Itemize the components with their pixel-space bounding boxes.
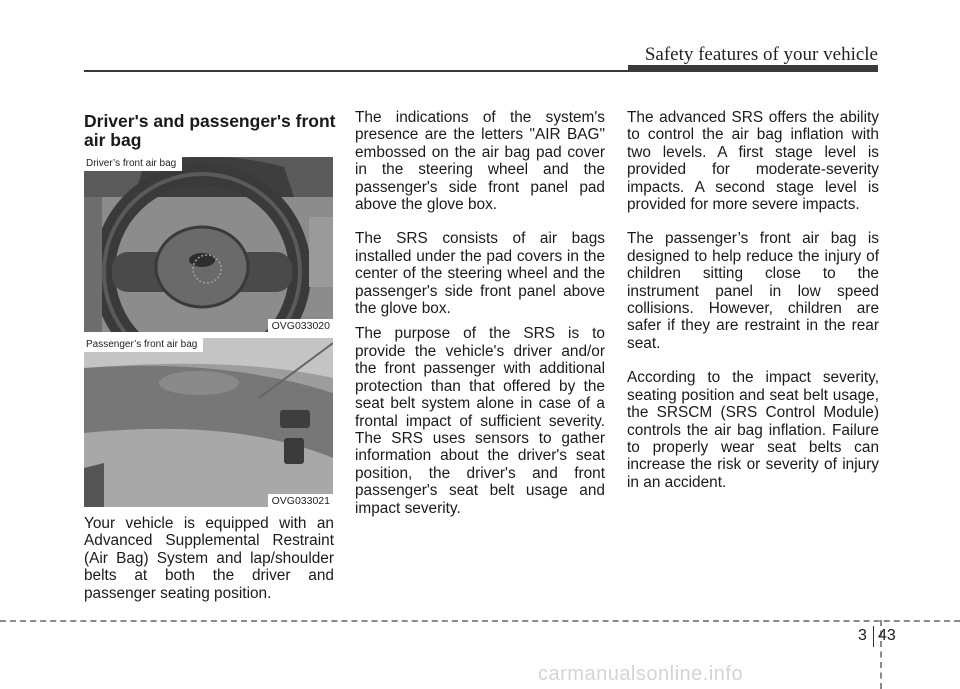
figure-code: OVG033020 <box>268 319 333 332</box>
paragraph: Your vehicle is equipped with an Advanced Supplemental Restraint (Air Bag) System and lap/shoulder belts at both the driver and passenger seating position. <box>84 515 334 602</box>
paragraph: The purpose of the SRS is to provide the vehicle's driver and/or the front passenger with additional protection than that offered by the seat belt system alone in case of a frontal impact of sufficient severity. The SRS uses sensors to gather information about the driver's seat position, the driver's and front passenger's seat belt usage and impact severity. <box>355 325 605 517</box>
section-number: 3 <box>858 627 867 644</box>
header-rule <box>84 70 878 72</box>
column-3 <box>627 109 879 491</box>
column-1 <box>84 515 334 602</box>
dashboard-illustration <box>84 338 333 507</box>
figure-code: OVG033021 <box>268 494 333 507</box>
passengers-airbag-photo <box>84 338 333 507</box>
drivers-airbag-photo <box>84 157 333 332</box>
paragraph: The passenger’s front air bag is designed to help reduce the injury of children sitting close to the instrument panel in low speed collisions. However, children are safer if they are restraint in the rear seat. <box>627 230 879 352</box>
paragraph: The indications of the system's presence are the letters "AIR BAG" embossed on the air bag pad cover in the steering wheel and the passenger's side front panel pad above the glove box. <box>355 109 605 214</box>
header-title: Safety features of your vehicle <box>644 44 878 65</box>
figure-label: Driver’s front air bag <box>84 157 182 171</box>
footer-rule <box>0 620 960 622</box>
paragraph: The advanced SRS offers the ability to control the air bag inflation with two levels. A first stage level is provided for moderate-severity impacts. A second stage level is provided for more severe impacts. <box>627 109 879 214</box>
paragraph: According to the impact severity, seating position and seat belt usage, the SRSCM (SRS Control Module) controls the air bag inflation. Failure to properly wear seat belts can increase the risk or severity of injury in an accident. <box>627 369 879 491</box>
column-2 <box>355 109 605 517</box>
page-number: 43 <box>878 627 896 644</box>
figure-label: Passenger’s front air bag <box>84 338 203 352</box>
section-heading: Driver's and passenger's front air bag <box>84 111 336 150</box>
paragraph: The SRS consists of air bags installed under the pad covers in the center of the steering wheel and the passenger's side front panel above the glove box. <box>355 230 605 318</box>
steering-wheel-illustration <box>84 157 333 332</box>
watermark: carmanualsonline.info <box>538 663 744 685</box>
page-number-separator <box>873 626 874 647</box>
